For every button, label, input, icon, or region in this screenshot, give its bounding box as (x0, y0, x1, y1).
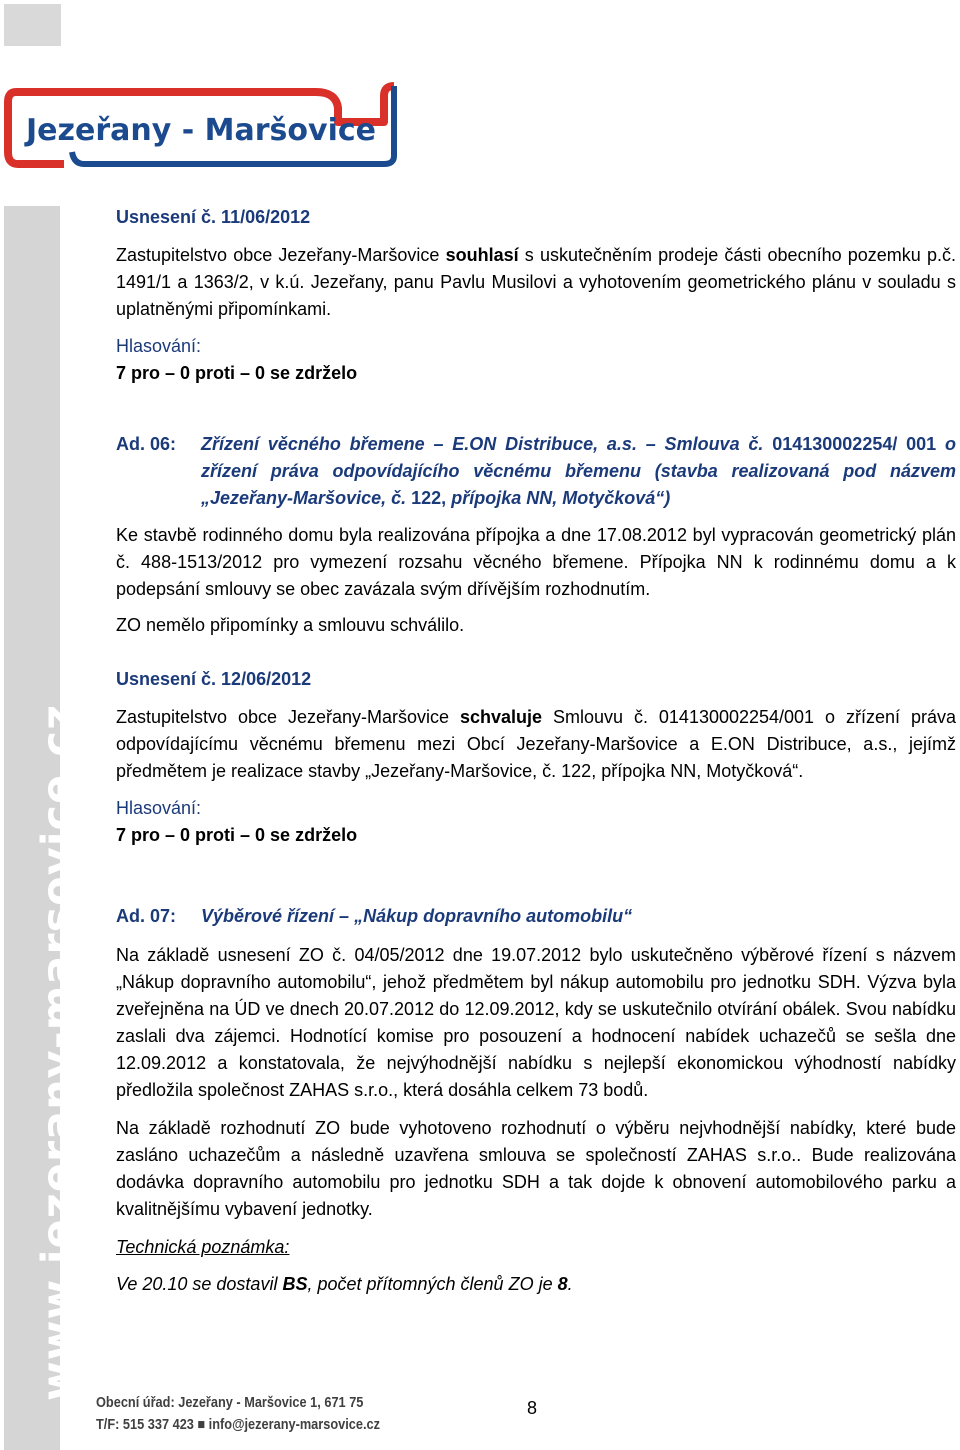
side-band (4, 206, 83, 1450)
vote-result: 7 pro – 0 proti – 0 se zdrželo (116, 825, 358, 845)
vote-result: 7 pro – 0 proti – 0 se zdrželo (116, 363, 358, 383)
vote-label: Hlasování: (116, 336, 202, 356)
side-url: www.jezerany-marsovice.cz (33, 703, 83, 1401)
agenda-number: Ad. 07: (116, 906, 177, 926)
logo-text: Jezeřany - Maršovice (23, 113, 377, 148)
agenda-item-07 (116, 903, 956, 930)
technical-note-label: Technická poznámka: (116, 1237, 290, 1257)
resolution-text: Zastupitelstvo obce Jezeřany-Maršovice souhlasí s uskutečněním prodeje části obecního pozemku p.č. 1491/1 a 1363/2, v k.ú. Jezeřany, panu Pavlu Musilovi a vyhotovením geometrického plánu v souladu s uplatněnými připomínkami. (116, 245, 956, 319)
vote-label: Hlasování: (116, 798, 202, 818)
resolution-heading: Usnesení č. 12/06/2012 (116, 669, 312, 689)
agenda-paragraph: Ke stavbě rodinného domu byla realizována přípojka a dne 17.08.2012 byl vypracován geometrický plán č. 488-1513/2012 pro vymezení rozsahu věcného břemene. Přípojka NN k rodinnému domu a k podepsání smlouvy se obec zavázala svým dřívějším rozhodnutím. (116, 525, 956, 599)
agenda-item-06 (116, 431, 956, 512)
footer-line: T/F: 515 337 423 ■ info@jezerany-marsovice.cz (96, 1417, 380, 1433)
agenda-title: Výběrové řízení – „Nákup dopravního automobilu“ (201, 906, 633, 926)
resolution-heading: Usnesení č. 11/06/2012 (116, 207, 311, 227)
agenda-paragraph: ZO nemělo připomínky a smlouvu schválilo. (116, 615, 465, 635)
resolution-text: Zastupitelstvo obce Jezeřany-Maršovice schvaluje Smlouvu č. 014130002254/001 o zřízení práva odpovídajícímu věcnému břemenu mezi Obcí Jezeřany-Maršovice a E.ON Distribuce, a.s., jejímž předmětem je realizace stavby „Jezeřany-Maršovice, č. 122, přípojka NN, Motyčková“. (116, 707, 956, 781)
footer-address (96, 1392, 380, 1436)
corner-box (4, 4, 61, 46)
municipality-logo (4, 82, 398, 168)
document-body (116, 204, 956, 1298)
page-number: 8 (527, 1398, 538, 1418)
agenda-title: Zřízení věcného břemene – E.ON Distribuce, a.s. – Smlouva č. 014130002254/ 001 o zřízení práva odpovídajícího věcnému břemenu (stavba realizovaná pod názvem „Jezeřany-Maršovice, č. 122, přípojka NN, Motyčková“) (201, 434, 956, 508)
agenda-number: Ad. 06: (116, 434, 177, 454)
footer-line: Obecní úřad: Jezeřany - Maršovice 1, 671 75 (96, 1395, 364, 1411)
agenda-paragraph: Na základě rozhodnutí ZO bude vyhotoveno rozhodnutí o výběru nejvhodnější nabídky, které bude zasláno uchazečům a následně uzavřena smlouva se společností ZAHAS s.r.o.. Bude realizována dodávka dopravního automobilu pro jednotku SDH a tak dojde k obnovení automobilového parku a kvalitnějšímu vybavení jednotky. (116, 1118, 956, 1219)
agenda-paragraph: Na základě usnesení ZO č. 04/05/2012 dne 19.07.2012 bylo uskutečněno výběrové řízení s názvem „Nákup dopravního automobilu“, jehož předmětem byl nákup automobilu pro jednotku SDH. Výzva byla zveřejněna na ÚD ve dnech 20.07.2012 do 12.09.2012, kdy se uskutečnilo otvírání obálek. Svou nabídku zaslali dva zájemci. Hodnotící komise pro posouzení a hodnocení nabídek uchazečů se sešla dne 12.09.2012 a konstatovala, že nejvýhodnější nabídku s nejlepší ekonomickou výhodností nabídky předložila společnost ZAHAS s.r.o., která dosáhla celkem 73 bodů. (116, 945, 956, 1100)
technical-note-text: Ve 20.10 se dostavil BS, počet přítomných členů ZO je 8. (116, 1274, 573, 1294)
